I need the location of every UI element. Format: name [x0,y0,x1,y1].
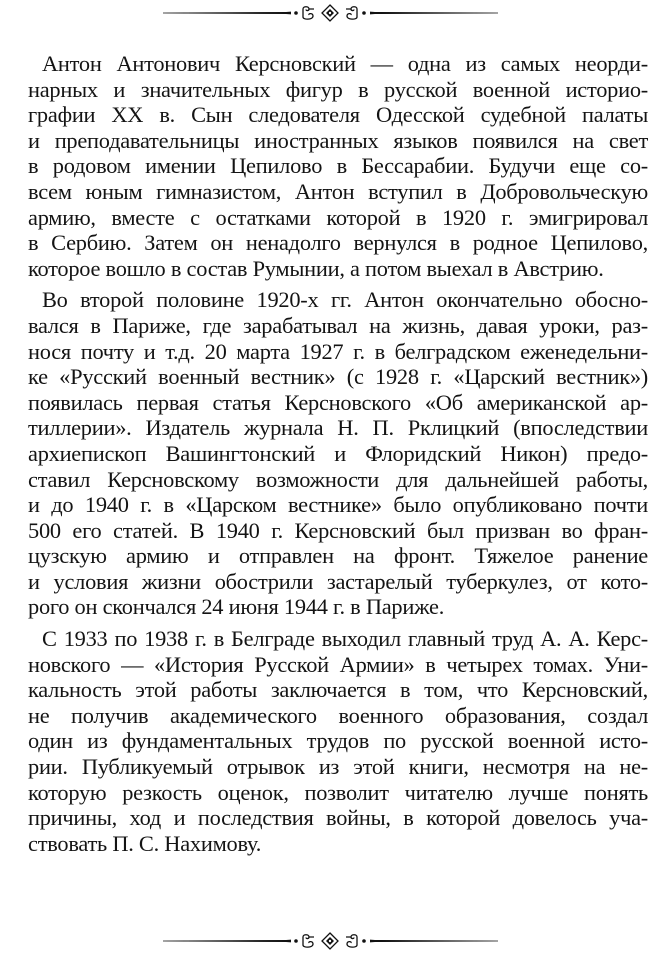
flourish-divider-icon [163,4,498,22]
text-line: рого он скончался 24 июня 1944 г. в Париже. [28,594,445,620]
text-line: С 1933 по 1938 г. в Белграде выходил главный труд А. А. Керс- [42,626,648,652]
text-line: которую резкость оценок, позволит читателю лучше понять [28,779,648,805]
text-line: новского — «История Русской Армии» в четырех томах. Уни- [28,651,648,677]
paragraph-2 [14,287,648,620]
text-line: 500 его статей. В 1940 г. Керсновский был призван во фран- [28,517,648,543]
text-line: и до 1940 г. в «Царском вестнике» было опубликовано почти [28,492,648,518]
article-body [14,51,648,862]
text-line: нарных и значительных фигур в русской военной историо- [28,76,648,102]
text-line: тиллерии». Издатель журнала Н. П. Рклицкий (впоследствии [28,415,648,441]
text-line: армию, вместе с остатками которой в 1920 г. эмигрировал [28,204,648,230]
text-line: ке «Русский военный вестник» (с 1928 г. «Царский вестник») [28,364,648,390]
paragraph-3 [14,626,648,856]
text-line: вался в Париже, где зарабатывал на жизнь, давая уроки, раз- [28,312,648,338]
text-line: в Сербию. Затем он ненадолго вернулся в родное Цепилово, [28,230,648,256]
text-line: архиепископ Вашингтонский и Флоридский Никон) предо- [28,440,648,466]
text-line: Антон Антонович Керсновский — одна из самых неорди- [42,51,648,76]
text-line: один из фундаментальных трудов по русской военной исто- [28,728,648,754]
text-line: цузскую армию и отправлен на фронт. Тяжелое ранение [28,543,648,569]
flourish-divider-icon [163,932,498,950]
paragraph-1 [14,51,648,281]
text-line: нося почту и т.д. 20 марта 1927 г. в белградском еженедельни- [28,338,648,364]
text-line: не получив академического военного образования, создал [28,702,648,728]
text-line: кальность этой работы заключается в том, что Керсновский, [28,677,648,703]
text-line: появилась первая статья Керсновского «Об американской ар- [28,389,648,415]
text-line: ставил Керсновскому возможности для дальнейшей работы, [28,466,648,492]
text-line: рии. Публикуемый отрывок из этой книги, несмотря на не- [28,754,648,780]
text-line: причины, ход и последствия войны, в которой довелось уча- [28,805,648,831]
text-line: Во второй половине 1920-х гг. Антон окончательно обосно- [42,287,648,313]
text-line: в родовом имении Цепилово в Бессарабии. Будучи еще со- [28,153,648,179]
text-line: и условия жизни обострили застарелый туберкулез, от кото- [28,568,648,594]
text-line: графии XX в. Сын следователя Одесской судебной палаты [28,102,648,128]
top-ornament-divider [163,4,498,22]
bottom-ornament-divider [163,932,498,950]
text-line: которое вошло в состав Румынии, а потом выехал в Австрию. [28,255,604,281]
text-line: всем юным гимназистом, Антон вступил в Добровольческую [28,178,648,204]
text-line: ствовать П. С. Нахимову. [28,830,262,856]
text-line: и преподавательницы иностранных языков появился на свет [28,127,648,153]
